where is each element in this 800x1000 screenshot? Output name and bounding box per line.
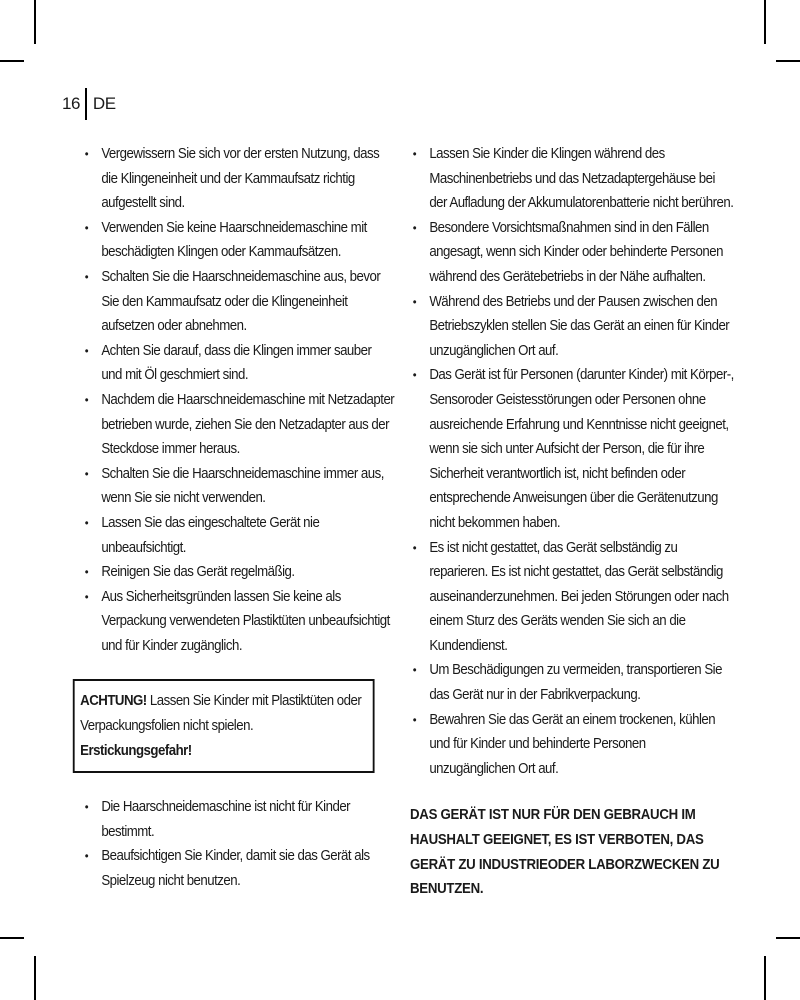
- warning-emphasis: Erstickungsgefahr!: [80, 742, 192, 759]
- crop-mark: [776, 60, 800, 62]
- list-item: • Während des Betriebs und der Pausen zwischen den Betriebszyklen stellen Sie das Gerät an einen für Kinder unzugänglichen Ort auf.: [410, 290, 734, 364]
- page-number: 16: [62, 94, 80, 113]
- children-list: [82, 795, 395, 893]
- list-item: • Achten Sie darauf, dass die Klingen immer sauber und mit Öl geschmiert sind.: [82, 339, 395, 388]
- left-column: [82, 142, 395, 894]
- list-item: • Lassen Sie das eingeschaltete Gerät nie unbeaufsichtigt.: [82, 511, 395, 560]
- list-item: • Aus Sicherheitsgründen lassen Sie keine als Verpackung verwendeten Plastiktüten unbeaufsichtigt und für Kinder zugänglich.: [82, 585, 395, 659]
- crop-mark: [34, 956, 36, 1000]
- list-item: • Nachdem die Haarschneidemaschine mit Netzadapter betrieben wurde, ziehen Sie den Netzadapter aus der Steckdose immer heraus.: [82, 388, 395, 462]
- list-item: • Das Gerät ist für Personen (darunter Kinder) mit Körper-, Sensoroder Geistesstörungen oder Personen ohne ausreichende Erfahrung und Kenntnisse nicht geeignet, wenn sie sich unter Aufsicht der Person, die für ihre Sicherheit verantwortlich ist, nicht befinden oder entsprechende Anweisungen über die Gerätenutzung nicht bekommen haben.: [410, 363, 734, 535]
- header-divider: [85, 88, 87, 120]
- household-use-notice: DAS GERÄT IST NUR FÜR DEN GEBRAUCH IM HAUSHALT GEEIGNET, ES IST VERBOTEN, DAS GERÄT ZU INDUSTRIEODER LABORZWECKEN ZU BENUTZEN.: [410, 807, 720, 898]
- list-item: • Lassen Sie Kinder die Klingen während des Maschinenbetriebs und das Netzadaptergehäuse bei der Aufladung der Akkumulatorenbatterie nicht berühren.: [410, 142, 734, 216]
- warning-text: Lassen Sie Kinder mit Plastiktüten oder Verpackungsfolien nicht spielen.: [80, 693, 362, 735]
- page-header: [62, 88, 116, 120]
- safety-list-continued: [410, 142, 734, 781]
- list-item: • Bewahren Sie das Gerät an einem trockenen, kühlen und für Kinder und behinderte Personen unzugänglichen Ort auf.: [410, 708, 734, 782]
- list-item: • Schalten Sie die Haarschneidemaschine aus, bevor Sie den Kammaufsatz oder die Klingeneinheit aufsetzen oder abnehmen.: [82, 265, 395, 339]
- warning-label: ACHTUNG!: [80, 693, 147, 710]
- list-item: • Schalten Sie die Haarschneidemaschine immer aus, wenn Sie sie nicht verwenden.: [82, 462, 395, 511]
- crop-mark: [0, 60, 24, 62]
- crop-mark: [34, 0, 36, 44]
- list-item: • Die Haarschneidemaschine ist nicht für Kinder bestimmt.: [82, 795, 395, 844]
- list-item: • Verwenden Sie keine Haarschneidemaschine mit beschädigten Klingen oder Kammaufsätzen.: [82, 216, 395, 265]
- list-item: • Vergewissern Sie sich vor der ersten Nutzung, dass die Klingeneinheit und der Kammaufsatz richtig aufgestellt sind.: [82, 142, 395, 216]
- list-item: • Um Beschädigungen zu vermeiden, transportieren Sie das Gerät nur in der Fabrikverpackung.: [410, 658, 734, 707]
- crop-mark: [764, 956, 766, 1000]
- safety-list: [82, 142, 395, 658]
- list-item: • Besondere Vorsichtsmaßnahmen sind in den Fällen angesagt, wenn sich Kinder oder behinderte Personen während des Gerätebetriebs in der Nähe aufhalten.: [410, 216, 734, 290]
- crop-mark: [776, 937, 800, 939]
- language-code: DE: [92, 94, 116, 113]
- list-item: • Reinigen Sie das Gerät regelmäßig.: [82, 560, 395, 585]
- crop-mark: [0, 937, 24, 939]
- warning-box: [73, 679, 375, 773]
- crop-mark: [764, 0, 766, 44]
- right-column: [410, 142, 734, 902]
- list-item: • Es ist nicht gestattet, das Gerät selbständig zu reparieren. Es ist nicht gestattet, das Gerät selbständig auseinanderzunehmen. Bei jeden Störungen oder nach einem Sturz des Geräts wenden Sie sich an die Kundendienst.: [410, 536, 734, 659]
- list-item: • Beaufsichtigen Sie Kinder, damit sie das Gerät als Spielzeug nicht benutzen.: [82, 844, 395, 893]
